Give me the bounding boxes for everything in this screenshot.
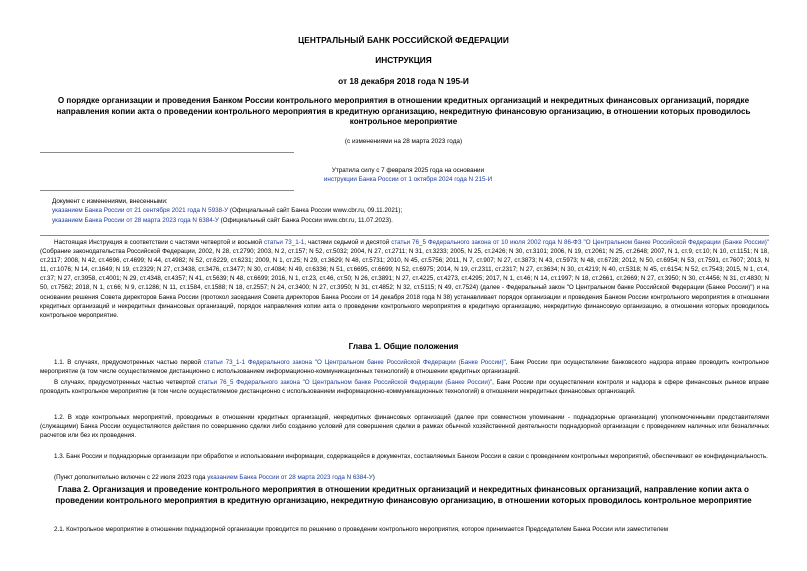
law-link-73-1-1[interactable]: статьи 73_1-1 <box>263 239 305 246</box>
amendments-note: (с изменениями на 28 марта 2023 года) <box>344 138 463 145</box>
paragraph-text: , Банк России при осуществлении банковского надзора вправе проводить контрольное мероприятие (в том числе осуществляемое дистанционно с использованием информационно-коммуникационных технологий) в отношении кредитных организаций. <box>40 359 769 376</box>
paragraph-1-1-part-2 <box>40 378 769 396</box>
preamble-text: , частями седьмой и десятой <box>304 239 392 246</box>
amendment-link-2[interactable]: указанием Банка России от 28 марта 2023 года N 6384-У <box>52 216 219 224</box>
chapter-1-title: Глава 1. Общие положения <box>348 342 459 351</box>
amendment-link-2[interactable]: указанием Банка России от 28 марта 2023 года N 6384-У <box>207 474 373 481</box>
chapter-2-title: Глава 2. Организация и проведение контрольного мероприятия в отношении кредитных организаций и некредитных финансовых организаций, направление копии акта о проведении контрольного мероприятия в кредитную организацию, некредитную финансовую организацию, в отношении которых проводилось контрольное мероприятие <box>55 485 752 505</box>
preamble-text: Настоящая Инструкция в соответствии с частями четвертой и восьмой <box>54 239 264 246</box>
preamble-paragraph <box>40 238 769 320</box>
paragraph-2-1: 2.1. Контрольное мероприятие в отношении поднадзорной организации проводится по решению о проведении контрольного мероприятия, которое принимается Председателем Банка России или заместителем <box>54 526 668 533</box>
paragraph-1-3: 1.3. Банк России и поднадзорные организации при обработке и использовании информации, содержащейся в документах, составляемых Банком России в связи с проведением контрольных мероприятий, обеспечивают ее конфиденциальность. <box>54 453 768 460</box>
doc-title: О порядке организации и проведения Банком России контрольного мероприятия в отношении кредитных организаций и некредитных финансовых организаций, порядке направления копии акта о проведении контрольного мероприятия в кредитную организацию, некредитную финансовую организацию, в отношении которых проводилось контрольное мероприятие <box>56 96 751 127</box>
law-link-76-5[interactable]: статьи 76_5 Федерального закона "О Центральном банке Российской Федерации (Банке России)" <box>198 379 493 386</box>
note-text: (Пункт дополнительно включен с 22 июля 2023 года <box>54 474 208 481</box>
law-link-73-1-1[interactable]: статьи 73_1-1 Федерального закона "О Центральном банке Российской Федерации (Банке России)" <box>203 359 506 366</box>
list-item <box>52 206 552 215</box>
law-link-76-5[interactable]: статьи 76_5 Федерального закона от 10 июля 2002 года N 86-ФЗ "О Центральном банке Российской Федерации (Банке России)" <box>391 239 770 246</box>
list-item <box>52 216 552 225</box>
inclusion-note <box>40 473 769 482</box>
preamble-text: (Собрание законодательства Российской Федерации, 2002, N 28, ст.2790; 2003, N 2, ст.157; N 52, ст.5032; 2004, N 27, ст.2711; N 31, ст.3233; 2005, N 25, ст.2426; N 30, ст.3101; 2006, N 19, ст.2061; N 25, ст.2648; 2007, N 1, ст.9, ст.10; N 10, ст.1151; N 18, ст.2117; 2008, N 42, ст.4696, ст.4699; N 44, ст.4982; N 52, ст.6229, ст.6231; 2009, N 1, ст.25; N 29, ст.3629; N 48, ст.5731; 2010, N 45, ст.5756; 2011, N 7, ст.907; N 27, ст.3873; N 43, ст.5973; N 48, ст.6728; 2012, N 50, ст.6954; N 53, ст.7591, ст.7607; 2013, N 11, ст.1076; N 14, ст.1649; N 19, ст.2329; N 27, ст.3438, ст.3476, ст.3477; N 30, ст.4084; N 49, ст.6336; N 51, ст.6695, ст.6699; N 52, ст.6975; 2014, N 19, ст.2311, ст.2317; N 27, ст.3634; N 30, ст.4219; N 40, ст.5318; N 45, ст.6154; N 52, ст.7543; 2015, N 1, ст.4, ст.37; N 27, ст.3958, ст.4001; N 29, ст.4348, ст.4357; N 41, ст.5639; N 48, ст.6699; 2016, N 1, ст.23, ст.46, ст.50; N 26, ст.3891; N 27, ст.4225, ст.4273, ст.4295; 2017, N 1, ст.46; N 14, ст.1997; N 18, ст.2661, ст.2669; N 27, ст.3950; N 30, ст.4456; N 31, ст.4830; N 50, ст.7562; 2018, N 1, ст.66; N 9, ст.1286; N 11, ст.1584, ст.1588; N 18, ст.2557; N 24, ст.3400; N 27, ст.3950; N 31, ст.4852; N 32, ст.5115; N 49, ст.7524) (далее - Федеральный закон "О Центральном банке Российской Федерации (Банке России)") и на основании решения Совета директоров Банка России (протокол заседания Совета директоров Банка России от 14 декабря 2018 года N 38) устанавливает порядок организации и проведения Банком России контрольного мероприятия в отношении кредитных организаций и некредитных финансовых организаций, порядок направления копии акта о проведении контрольного мероприятия в кредитную организацию, некредитную финансовую организацию, в отношении которых проводилось контрольное мероприятие. <box>40 248 769 319</box>
lost-force-notice <box>248 166 568 184</box>
lost-force-text: Утратила силу с 7 февраля 2025 года на основании <box>331 167 485 174</box>
paragraph-text: , Банк России при осуществлении контроля и надзора в сфере финансовых рынков вправе проводить контрольное мероприятие (в том числе осуществляемое дистанционно с использованием информационно-коммуникационных технологий) в отношении некредитных финансовых организаций. <box>40 379 769 396</box>
paragraph-1-2: 1.2. В ходе контрольных мероприятий, проводимых в отношении кредитных организаций, некредитных финансовых организаций (далее при совместном упоминании - поднадзорные организации) уполномоченными представителями (служащими) Банка России осуществляются действия по совершению сделки либо созданию условий для совершения сделки в рамках обычной хозяйственной деятельности поднадзорной организации с проведением наличных или безналичных расчетов или без их проведения. <box>40 414 769 440</box>
amendment-source-1: (Официальный сайт Банка России www.cbr.ru, 09.11.2021); <box>228 207 403 215</box>
doc-date-number: от 18 декабря 2018 года N 195-И <box>338 76 469 86</box>
note-text: ) <box>372 474 375 481</box>
amendments-list-heading: Документ с изменениями, внесенными: <box>52 198 168 205</box>
doc-type-heading: ИНСТРУКЦИЯ <box>375 55 432 65</box>
amendment-link-1[interactable]: указанием Банка России от 21 сентября 2021 года N 5938-У <box>52 207 229 215</box>
paragraph-text: 1.1. В случаях, предусмотренных частью первой <box>54 359 204 366</box>
issuer-heading: ЦЕНТРАЛЬНЫЙ БАНК РОССИЙСКОЙ ФЕДЕРАЦИИ <box>298 35 509 45</box>
divider <box>40 190 294 191</box>
amendment-source-2: (Официальный сайт Банка России www.cbr.ru, 11.07.2023). <box>218 216 393 224</box>
lost-force-link[interactable]: инструкции Банка России от 1 октября 2024 года N 215-И <box>323 176 493 184</box>
divider <box>40 235 769 236</box>
divider <box>40 152 294 153</box>
amendments-list <box>52 197 552 225</box>
paragraph-1-1 <box>40 358 769 376</box>
paragraph-text: В случаях, предусмотренных частью четвертой <box>54 379 199 386</box>
